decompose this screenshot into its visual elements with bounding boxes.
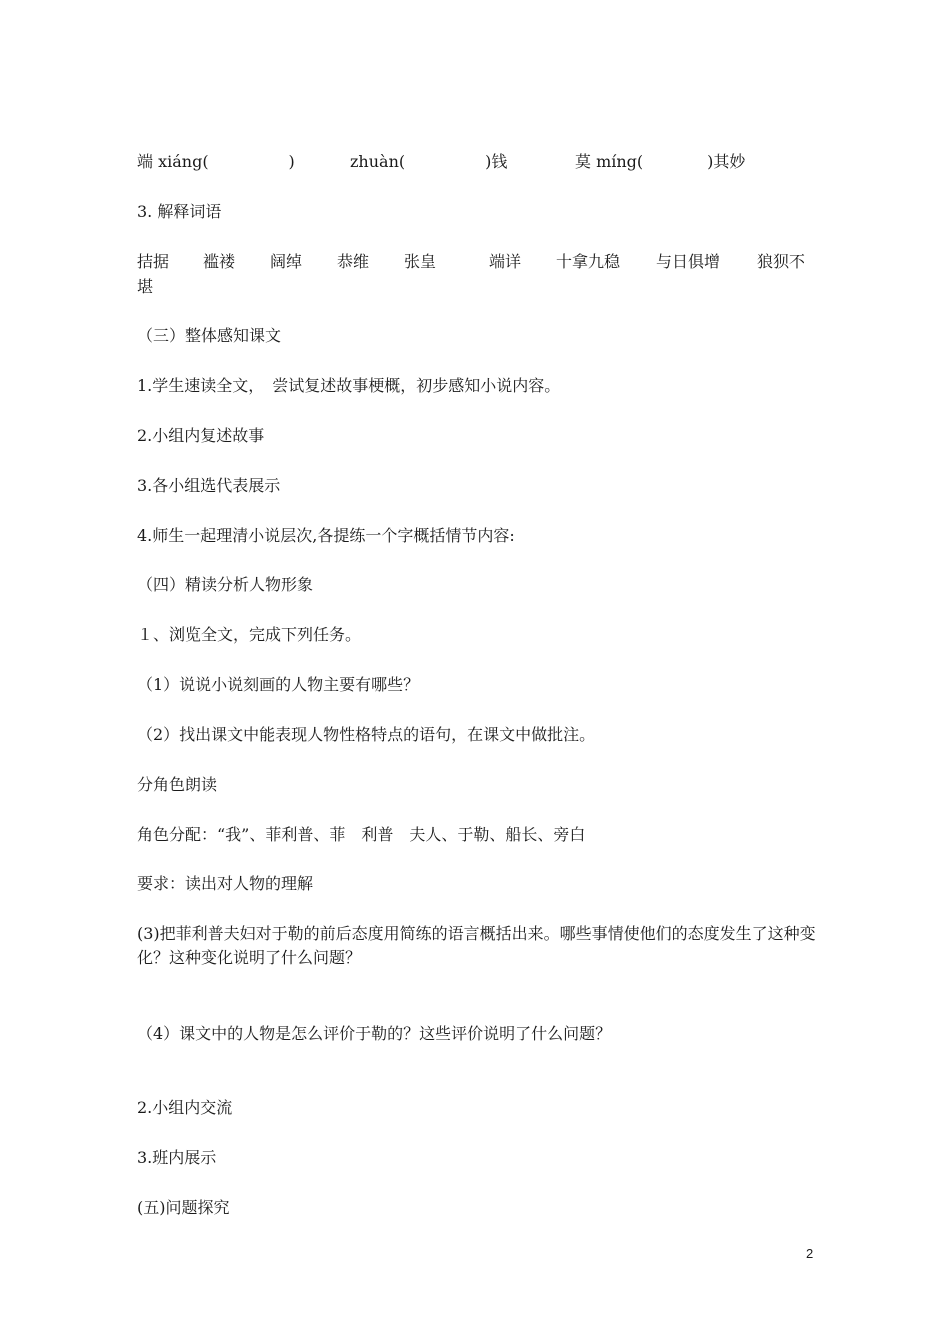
text-line: 4.师生一起理清小说层次,各提练一个字概括情节内容: xyxy=(137,526,515,545)
vocab-word-continuation: 堪 xyxy=(137,277,154,296)
text-line: 分角色朗读 xyxy=(137,775,218,794)
vocab-word: 拮据 xyxy=(137,252,170,271)
text-line: 2.小组内复述故事 xyxy=(137,426,265,445)
pinyin-item-ming: 莫 míng( )其妙 xyxy=(575,152,746,171)
pinyin-item-zhuan: zhuàn( )钱 xyxy=(350,152,508,171)
text-line: 3.班内展示 xyxy=(137,1148,217,1167)
vocab-word: 与日俱增 xyxy=(656,252,721,271)
text-line: 2.小组内交流 xyxy=(137,1098,233,1117)
text-line: １、浏览全文，完成下列任务。 xyxy=(137,625,362,644)
pinyin-item-xiang: 端 xiáng( ) xyxy=(137,152,295,171)
vocab-word: 十拿九稳 xyxy=(556,252,621,271)
vocab-word: 褴褛 xyxy=(203,252,236,271)
page-number: 2 xyxy=(806,1246,814,1261)
section-heading: （四）精读分析人物形象 xyxy=(137,575,314,594)
text-line: 要求：读出对人物的理解 xyxy=(137,874,314,893)
section-3-title: 3. 解释词语 xyxy=(137,202,222,221)
text-line: （4）课文中的人物是怎么评价于勒的？这些评价说明了什么问题？ xyxy=(137,1024,612,1043)
text-line: （2）找出课文中能表现人物性格特点的语句，在课文中做批注。 xyxy=(137,725,596,744)
section-heading: （三）整体感知课文 xyxy=(137,326,282,345)
vocab-word: 端详 xyxy=(489,252,522,271)
text-paragraph: (3)把菲利普夫妇对于勒的前后态度用简练的语言概括出来。哪些事情使他们的态度发生了这种变化？这种变化说明了什么问题？ xyxy=(137,924,816,967)
vocab-word: 恭维 xyxy=(337,252,370,271)
vocab-word: 狼狈不 xyxy=(757,252,806,271)
text-line: 1.学生速读全文， 尝试复述故事梗概，初步感知小说内容。 xyxy=(137,376,561,395)
vocab-word: 张皇 xyxy=(404,252,437,271)
vocab-word: 阔绰 xyxy=(270,252,303,271)
text-line: 3.各小组选代表展示 xyxy=(137,476,281,495)
section-heading: (五)问题探究 xyxy=(137,1198,230,1217)
text-line: 角色分配：“我”、菲利普、菲 利普 夫人、于勒、船长、旁白 xyxy=(137,825,586,844)
text-line: （1）说说小说刻画的人物主要有哪些？ xyxy=(137,675,420,694)
